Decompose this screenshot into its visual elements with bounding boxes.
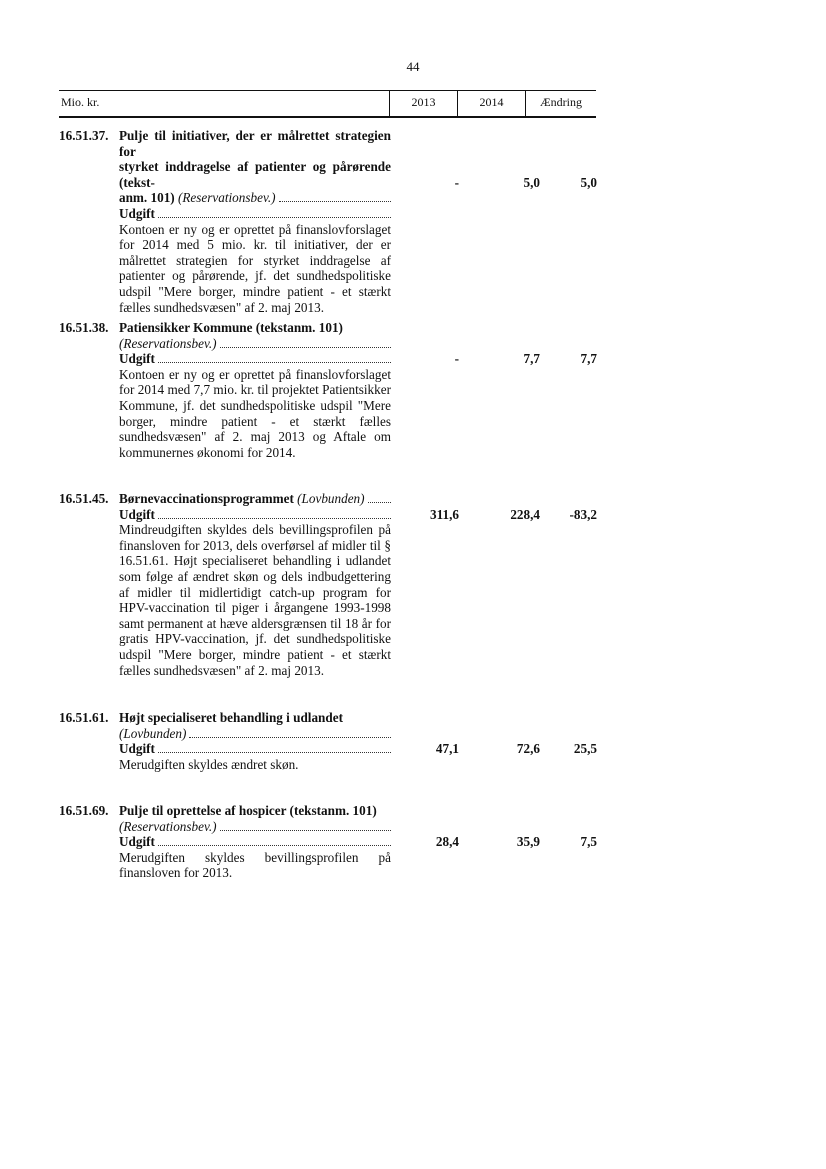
entry-description: Merudgiften skyldes bevillingsprofilen på finansloven for 2013. [119,849,391,881]
value-2013: 28,4 [435,834,459,850]
udgift-row [119,206,391,222]
entry-title: Børnevaccinationsprogrammet [119,491,294,506]
udgift-label: Udgift [119,205,155,221]
value-2014: 228,4 [510,506,540,522]
dot-leader [220,338,391,348]
entry-title: Pulje til oprettelse af hospicer (tekstanm. 101) [119,803,377,818]
udgift-row [119,507,391,523]
subtitle-row [119,726,391,742]
header-top-rule [59,90,596,91]
udgift-label: Udgift [119,351,155,367]
entry-description: Mindreudgiften skyldes dels bevillingsprofilen på finansloven for 2013, dels overførsel af midler til § 16.51.61. Højt specialiseret behandling i udlandet som følge af ændret skøn og dels indbudgettering af midler til midlertidigt catch-up program for HPV-vaccination til piger i årgangene 1993-1998 samt permanent at hæve aldersgrænsen til 18 år for gratis HPV-vaccination, jf. det sundhedspolitiske udspil "Mere borger, mindre patient - et stærkt fælles sundhedsvæsen" af 2. maj 2013. [119,522,391,678]
entry-body [119,710,391,772]
page-number: 44 [406,59,420,74]
dot-leader [158,353,391,363]
entry-body [119,803,391,881]
udgift-label: Udgift [119,834,155,850]
udgift-row [119,351,391,367]
dot-leader [189,728,391,738]
value-change: -83,2 [569,506,597,522]
dot-leader [279,192,391,202]
value-change: 7,7 [580,351,597,367]
account-code: 16.51.37. [59,128,109,143]
dot-leader [220,821,391,831]
udgift-label: Udgift [119,741,155,757]
value-change: 7,5 [580,834,597,850]
entry-title: styrket inddragelse af patienter og pårørende (tekst- [119,159,391,190]
account-code: 16.51.38. [59,320,109,335]
header-2014: 2014 [479,95,504,109]
entry-description: Kontoen er ny og er oprettet på finanslovforslaget for 2014 med 5 mio. kr. til initiativer, der er målrettet strategien for styrket inddragelse af patienter og pårørende, jf. det sundhedspolitiske udspil "Mere borger, mindre patient - et stærkt fælles sundhedsvæsen" af 2. maj 2013. [119,221,391,315]
header-2013: 2013 [411,95,436,109]
value-2013: 47,1 [435,741,459,757]
dot-leader [158,509,391,519]
value-2014: 72,6 [516,741,540,757]
entry-title-with-subtitle [119,190,391,206]
entry-description: Merudgiften skyldes ændret skøn. [119,756,299,772]
udgift-label: Udgift [119,506,155,522]
entry-subtitle: (Reservationsbev.) [119,818,217,834]
value-change: 25,5 [573,741,597,757]
subtitle-row [119,336,391,352]
header-bottom-rule [59,116,596,118]
account-code: 16.51.69. [59,803,109,818]
value-2013: - [454,174,459,190]
entry-title: anm. 101) [119,190,175,206]
value-2013: 311,6 [430,506,459,522]
header-change: Ændring [540,95,582,109]
subtitle-row [119,819,391,835]
entry-subtitle: (Lovbunden) [119,725,187,741]
entry-title: Pulje til initiativer, der er målrettet strategien for [119,128,391,159]
entry-subtitle: (Reservationsbev.) [119,335,217,351]
entry-body [119,128,391,315]
entry-title: Patiensikker Kommune (tekstanm. 101) [119,320,343,335]
value-2013: - [454,351,459,367]
header-unit: Mio. kr. [61,95,100,109]
value-change: 5,0 [580,174,597,190]
value-2014: 7,7 [523,351,540,367]
entry-body [119,491,391,678]
title-row [119,491,391,507]
entry-description: Kontoen er ny og er oprettet på finanslovforslaget for 2014 med 7,7 mio. kr. til projektet Patientsikker Kommune, jf. det sundhedspolitiske udspil "Mere borger, mindre patient - et stærkt fælles sundhedsvæsen" af 2. maj 2013 og Aftale om kommunernes økonomi for 2014. [119,366,391,460]
udgift-row [119,741,391,757]
entry-body [119,320,391,460]
account-code: 16.51.61. [59,710,109,725]
dot-leader [158,743,391,753]
entry-title: Højt specialiseret behandling i udlandet [119,710,343,725]
value-2014: 5,0 [523,174,540,190]
value-2014: 35,9 [516,834,540,850]
entry-subtitle: (Reservationsbev.) [177,190,276,206]
udgift-row [119,834,391,850]
dot-leader [158,836,391,846]
entry-subtitle: (Lovbunden) [297,491,365,506]
dot-leader [368,493,391,503]
account-code: 16.51.45. [59,491,109,506]
dot-leader [158,208,391,218]
